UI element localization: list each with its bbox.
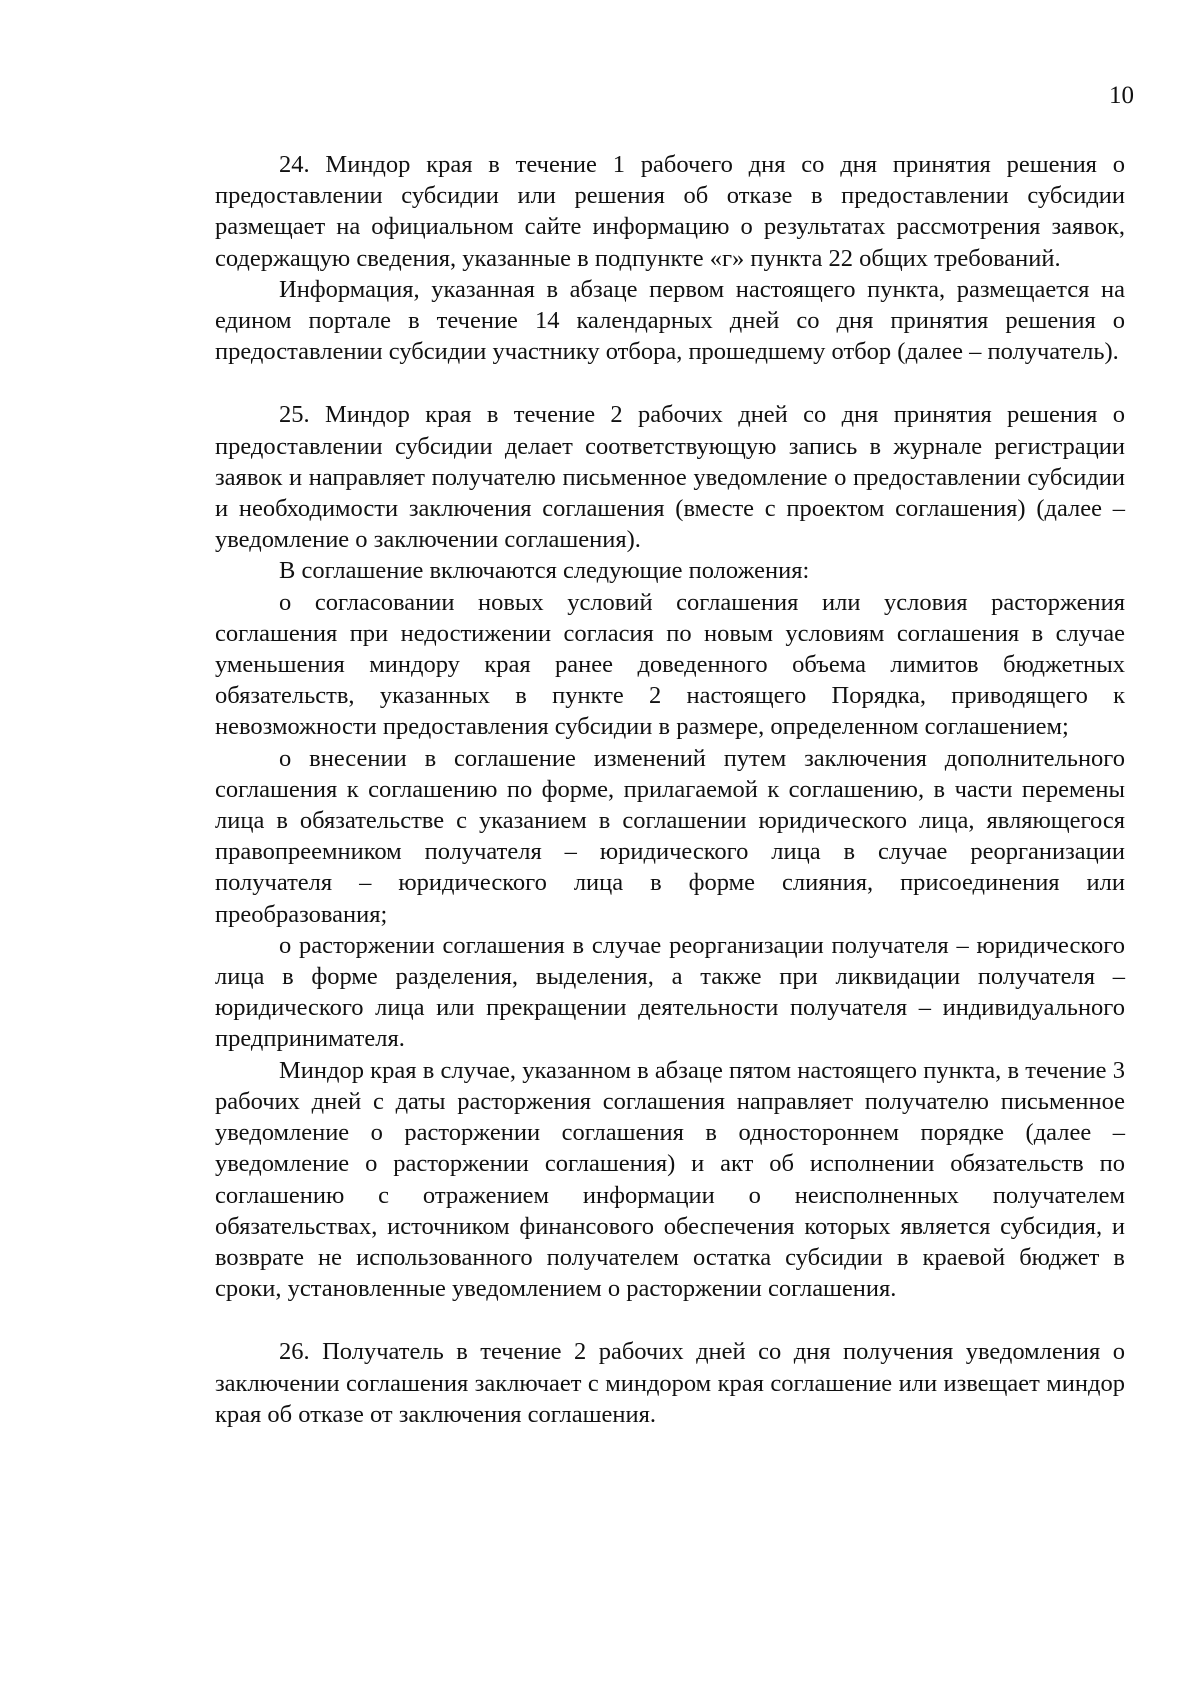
paragraph-25-new-conditions: о согласовании новых условий соглашения или условия расторжения соглашения при недостижении согласия по новым условиям соглашения в случае уменьшения миндору края ранее доведенного объема лимитов бюджетных обязательств, указанных в пункте 2 настоящего Порядка, приводящего к невозможности предоставления субсидии в размере, определенном соглашением; <box>215 588 1125 741</box>
paragraph-25: 25. Миндор края в течение 2 рабочих дней со дня принятия решения о предоставлении субсидии делает соответствующую запись в журнале регистрации заявок и направляет получателю письменное уведомление о предоставлении субсидии и необходимости заключения соглашения (вместе с проектом соглашения) (далее – уведомление о заключении соглашения). <box>215 401 1125 554</box>
page-number: 10 <box>1109 82 1134 109</box>
paragraph-25-termination: о расторжении соглашения в случае реорганизации получателя – юридического лица в форме разделения, выделения, а также при ликвидации получателя – юридического лица или прекращении деятельности получателя – индивидуального предпринимателя. <box>215 931 1125 1053</box>
paragraph-25-termination-notice: Миндор края в случае, указанном в абзаце пятом настоящего пункта, в течение 3 рабочих дней с даты расторжения соглашения направляет получателю письменное уведомление о расторжении соглашения в одностороннем порядке (далее – уведомление о расторжении соглашения) и акт об исполнении обязательств по соглашению с отражением информации о неисполненных получателем обязательствах, источником финансового обеспечения которых является субсидия, и возврате не использованного получателем остатка субсидии в краевой бюджет в сроки, установленные уведомлением о расторжении соглашения. <box>215 1056 1125 1303</box>
paragraph-24: 24. Миндор края в течение 1 рабочего дня со дня принятия решения о предоставлении субсидии или решения об отказе в предоставлении субсидии размещает на официальном сайте информацию о результатах рассмотрения заявок, содержащую сведения, указанные в подпункте «г» пункта 22 общих требований. <box>215 151 1125 272</box>
paragraph-25-agreement-provisions: В соглашение включаются следующие положения: <box>279 557 810 585</box>
paragraph-26: 26. Получатель в течение 2 рабочих дней со дня получения уведомления о заключении соглашения заключает с миндором края соглашение или извещает миндор края об отказе от заключения соглашения. <box>215 1338 1125 1428</box>
paragraph-25-amendments: о внесении в соглашение изменений путем заключения дополнительного соглашения к соглашению по форме, прилагаемой к соглашению, в части перемены лица в обязательстве с указанием в соглашении юридического лица, являющегося правопреемником получателя – юридического лица в случае реорганизации получателя – юридического лица в форме слияния, присоединения или преобразования; <box>215 744 1125 928</box>
document-body <box>215 149 1125 1430</box>
paragraph-24-information: Информация, указанная в абзаце первом настоящего пункта, размещается на едином портале в течение 14 календарных дней со дня принятия решения о предоставлении субсидии участнику отбора, прошедшему отбор (далее – получатель). <box>215 275 1125 366</box>
